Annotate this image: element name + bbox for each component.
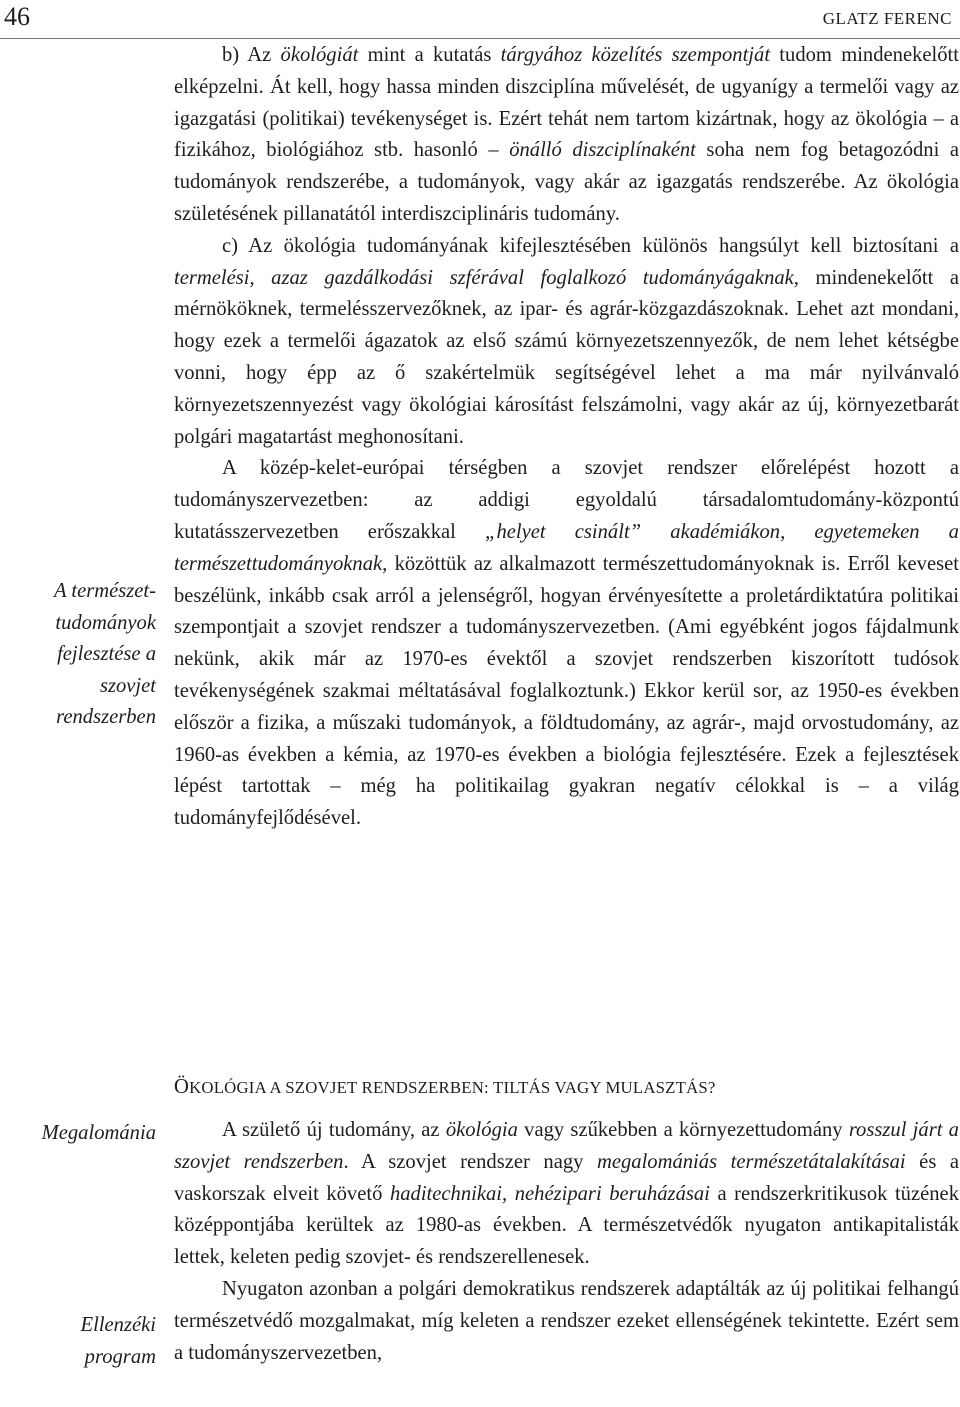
- header-rule: [0, 38, 960, 39]
- paragraph-central-europe: A közép-kelet-európai térségben a szovjet rendszer előrelépést hozott a tudományszervezetben: az addigi egyoldalú társadalomtudomány-központú kutatásszervezetben erőszakkal „helyet csinált” akadémiákon, egyetemeken a természettudományoknak, közöttük az alkalmazott természettudományoknak is. Erről keveset beszélünk, inkább csak arról a jelenségről, hogyan érvényesítette a proletárdiktatúra politikai szempontjait a szovjet rendszer a tudományszervezetben. (Ami egyébként jogos fájdalmunk nekünk, akik már az 1970-es évektől a szovjet rendszerben kiszorított tudósok tevékenységének szakmai méltatásával foglalkoztunk.) Ekkor kerül sor, az 1950-es években először a fizika, a műszaki tudományok, a földtudomány, az agrár-, majd orvostudomány, az 1960-as években a kémia, az 1970-es években a biológia fejlesztésére. Ezek a fejlesztések lépést tartottak – még ha politikailag gyakran negatív célokkal is – a világ tudományfejlődésével.: [174, 457, 959, 830]
- margin-note-line: A természet-: [54, 580, 156, 602]
- margin-note-natural-sciences: [6, 576, 156, 734]
- running-head: GLATZ FERENC: [822, 9, 952, 28]
- body-text-lower: [174, 1115, 959, 1369]
- paragraph-west: Nyugaton azonban a polgári demokratikus rendszerek adaptálták az új politikai felhangú természetvédő mozgalmakat, míg keleten a rendszer ezeket ellenségének tekintette. Ezért sem a tudományszervezetben,: [174, 1277, 959, 1364]
- paragraph-c: c) Az ökológia tudományának kifejlesztésében különös hangsúlyt kell biztosítani a termelési, azaz gazdálkodási szférával foglalkozó tudományágaknak, mindenekelőtt a mérnököknek, termelésszervezőknek, az ipar- és agrár-közgazdászoknak. Lehet azt mondani, hogy ezek a termelői ágazatok az első számú környezetszennyezők, de nem lehet kétségbe vonni, hogy épp az ő szakértelmük segítségével lehet a ma már nyilvánvaló környezetszennyezést vagy ökológiai károsítást felszámolni, vagy akár az új, környezetbarát polgári magatartást meghonosítani.: [174, 234, 959, 448]
- margin-note-line: szovjet: [99, 674, 156, 697]
- margin-note-megalomania: [6, 1118, 156, 1150]
- margin-note-opposition-program: [6, 1310, 156, 1373]
- body-text-upper: [174, 40, 959, 835]
- paragraph-b: b) Az ökológiát mint a kutatás tárgyához közelítés szempontját tudom mindenekelőtt elképzelni. Át kell, hogy hassa minden diszciplína művelését, de ugyanígy a termelői vagy az igazgatási (politikai) tevékenységet is. Ezért tehát nem tartom kizártnak, hogy az ökológia – a fizikához, biológiához stb. hasonló – önálló diszciplínaként soha nem fog betagozódni a tudományok rendszerébe, a tudományok, vagy akár az igazgatás rendszerébe. Az ökológia születésének pillanatától interdiszciplináris tudomány.: [174, 44, 960, 225]
- paragraph-new-science: A születő új tudomány, az ökológia vagy szűkebben a környezettudomány rosszul járt a szovjet rendszerben. A szovjet rendszer nagy megalomániás természetátalakításai és a vaskorszak elveit követő haditechnikai, nehézipari beruházásai a rendszerkritikusok tüzének középpontjába kerültek az 1980-as években. A természetvédők nyugaton antikapitalisták lettek, keleten pedig szovjet- és rendszerellenesek.: [174, 1119, 959, 1269]
- section-title: ÖKOLÓGIA A SZOVJET RENDSZERBEN: TILTÁS VAGY MULASZTÁS?: [174, 1076, 716, 1098]
- margin-note-line: tudományok: [55, 611, 156, 634]
- margin-note-line: fejlesztése a: [57, 643, 156, 665]
- page-header: [0, 0, 960, 40]
- margin-note-line: Megalománia: [41, 1122, 156, 1144]
- margin-note-line: rendszerben: [56, 706, 156, 728]
- margin-note-line: program: [84, 1345, 156, 1368]
- page-number: 46: [4, 2, 30, 31]
- margin-note-line: Ellenzéki: [80, 1314, 156, 1336]
